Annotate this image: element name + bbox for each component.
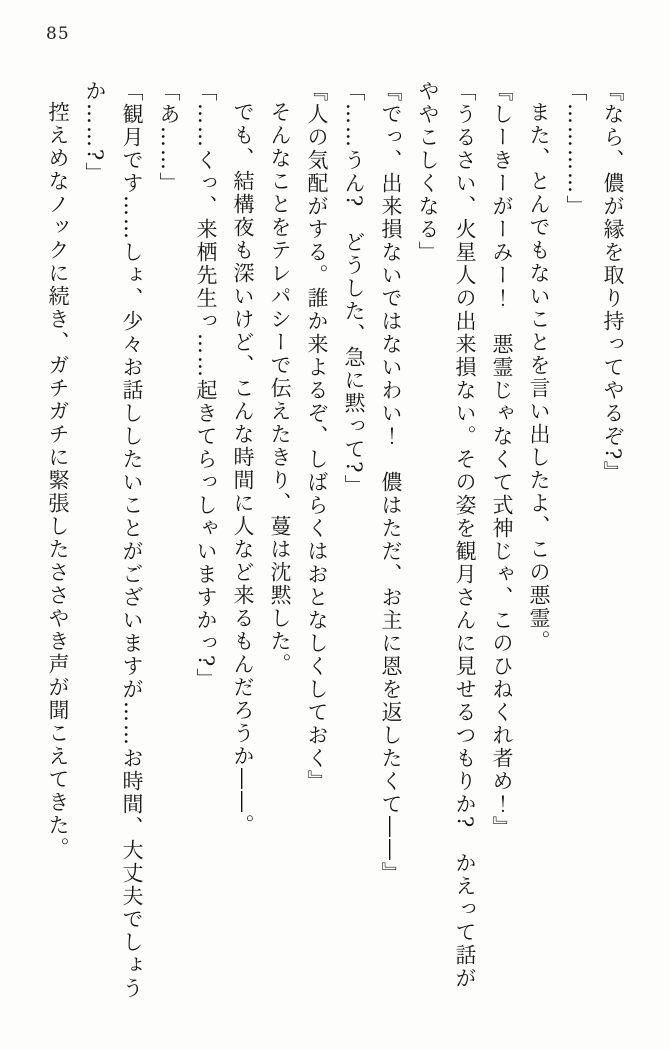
paragraph: でも、結構夜も深いけど、こんな時間に人など来るもんだろうか――。 xyxy=(231,101,255,837)
paragraph: また、とんでもないことを言い出したよ、この悪霊。 xyxy=(527,101,551,653)
page-number: 85 xyxy=(46,24,70,44)
paragraph: 「うるさい、火星人の出来損ない。その姿を観月さんに見せるつもりか? かえって話がややこしくなる」 xyxy=(416,80,477,991)
text-body xyxy=(39,80,631,1004)
paragraph: 「…………」 xyxy=(564,80,588,218)
paragraph: 『なら、儂が縁を取り持ってやるぞ?』 xyxy=(601,80,625,485)
paragraph: 「あ……」 xyxy=(157,80,181,195)
paragraph: 『人の気配がする。誰か来よるぞ、しばらくはおとなしくしておく』 xyxy=(305,80,329,793)
paragraph: 控えめなノックに続き、ガチガチに緊張したささやき声が聞こえてきた。 xyxy=(46,101,70,860)
paragraph: 『しーきーがーみー！ 悪霊じゃなくて式神じゃ、このひねくれ者め！』 xyxy=(490,80,514,839)
paragraph: そんなことをテレパシーで伝えたきり、蔓は沈黙した。 xyxy=(268,101,292,676)
paragraph: 『でっ、出来損ないではないわい！ 儂はただ、お主に恩を返したくて――』 xyxy=(379,80,403,885)
paragraph: 「……くっ、来栖先生っ……起きてらっしゃいますかっ?」 xyxy=(194,80,218,692)
paragraph: 「観月です……しょ、少々お話ししたいことがございますが……お時間、大丈夫でしょうか……?」 xyxy=(83,80,144,1000)
paragraph: 「……うん? どうした、急に黙って?」 xyxy=(342,80,366,498)
